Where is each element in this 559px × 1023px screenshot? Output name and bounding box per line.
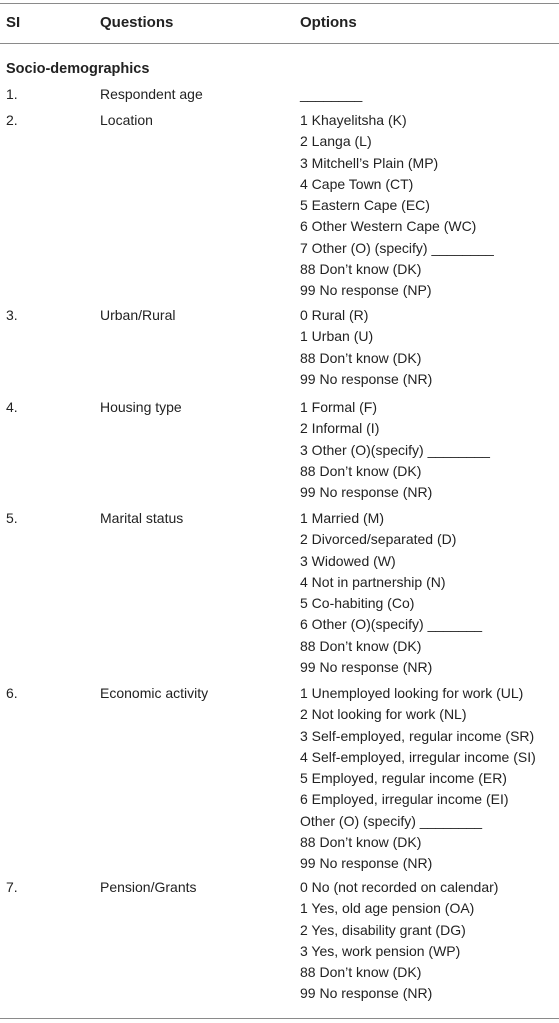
section-title: Socio-demographics (6, 61, 150, 77)
header-si: SI (6, 14, 21, 31)
row-number: 5. (6, 510, 18, 526)
row-number: 2. (6, 112, 18, 128)
row-question: Location (100, 112, 153, 128)
row-question: Urban/Rural (100, 307, 176, 323)
option-item: 6 Other (O)(specify) _______ (300, 616, 483, 633)
row-question: Housing type (100, 399, 182, 415)
row-options (300, 508, 559, 678)
option-item: 1 Married (M) (300, 510, 385, 526)
option-item: 4 Cape Town (CT) (300, 175, 414, 192)
header-options: Options (300, 14, 357, 31)
row-question: Pension/Grants (100, 879, 197, 895)
option-item: 4 Self-employed, irregular income (SI) (300, 748, 536, 765)
option-item: 3 Other (O)(specify) ________ (300, 441, 490, 458)
option-item: 2 Informal (I) (300, 420, 380, 437)
option-item: 3 Yes, work pension (WP) (300, 942, 461, 959)
option-item: 99 No response (NR) (300, 855, 433, 872)
option-item: 3 Mitchell’s Plain (MP) (300, 154, 439, 171)
row-options (300, 683, 559, 875)
option-item: 6 Employed, irregular income (EI) (300, 791, 509, 808)
option-item: 88 Don’t know (DK) (300, 261, 422, 278)
option-item: 3 Self-employed, regular income (SR) (300, 727, 535, 744)
option-item: 5 Co-habiting (Co) (300, 595, 415, 612)
option-item: ________ (300, 86, 363, 102)
row-number: 4. (6, 399, 18, 415)
option-item: 99 No response (NR) (300, 659, 433, 676)
row-question: Marital status (100, 510, 184, 526)
table-bottom-rule (0, 1018, 559, 1019)
row-options (300, 110, 559, 302)
option-item: 0 Rural (R) (300, 307, 369, 323)
row-options (300, 397, 559, 503)
option-item: 99 No response (NR) (300, 484, 433, 501)
option-item: Other (O) (specify) ________ (300, 812, 483, 829)
header-questions: Questions (100, 14, 174, 31)
row-number: 1. (6, 86, 18, 102)
option-item: 3 Widowed (W) (300, 552, 396, 569)
option-item: 88 Don’t know (DK) (300, 462, 422, 479)
option-item: 2 Yes, disability grant (DG) (300, 921, 466, 938)
option-item: 99 No response (NR) (300, 985, 433, 1002)
option-item: 88 Don’t know (DK) (300, 637, 422, 654)
row-options (300, 84, 559, 105)
option-item: 1 Yes, old age pension (OA) (300, 900, 475, 917)
option-item: 2 Langa (L) (300, 133, 372, 150)
option-item: 1 Khayelitsha (K) (300, 112, 407, 128)
option-item: 99 No response (NP) (300, 282, 432, 299)
option-item: 6 Other Western Cape (WC) (300, 218, 477, 235)
option-item: 88 Don’t know (DK) (300, 834, 422, 851)
row-number: 3. (6, 307, 18, 323)
option-item: 99 No response (NR) (300, 370, 433, 387)
row-options (300, 305, 559, 390)
header-bottom-rule (0, 43, 559, 44)
option-item: 7 Other (O) (specify) ________ (300, 239, 494, 256)
option-item: 1 Formal (F) (300, 399, 377, 415)
option-item: 2 Divorced/separated (D) (300, 531, 457, 548)
option-item: 5 Employed, regular income (ER) (300, 770, 507, 787)
row-number: 6. (6, 685, 18, 701)
option-item: 5 Eastern Cape (EC) (300, 197, 430, 214)
option-item: 88 Don’t know (DK) (300, 964, 422, 981)
option-item: 4 Not in partnership (N) (300, 573, 446, 590)
row-number: 7. (6, 879, 18, 895)
row-options (300, 877, 559, 1005)
option-item: 2 Not looking for work (NL) (300, 706, 467, 723)
option-item: 0 No (not recorded on calendar) (300, 879, 499, 895)
row-question: Respondent age (100, 86, 203, 102)
row-question: Economic activity (100, 685, 209, 701)
option-item: 1 Urban (U) (300, 328, 374, 345)
option-item: 1 Unemployed looking for work (UL) (300, 685, 524, 701)
table-top-rule (0, 3, 559, 4)
option-item: 88 Don’t know (DK) (300, 349, 422, 366)
